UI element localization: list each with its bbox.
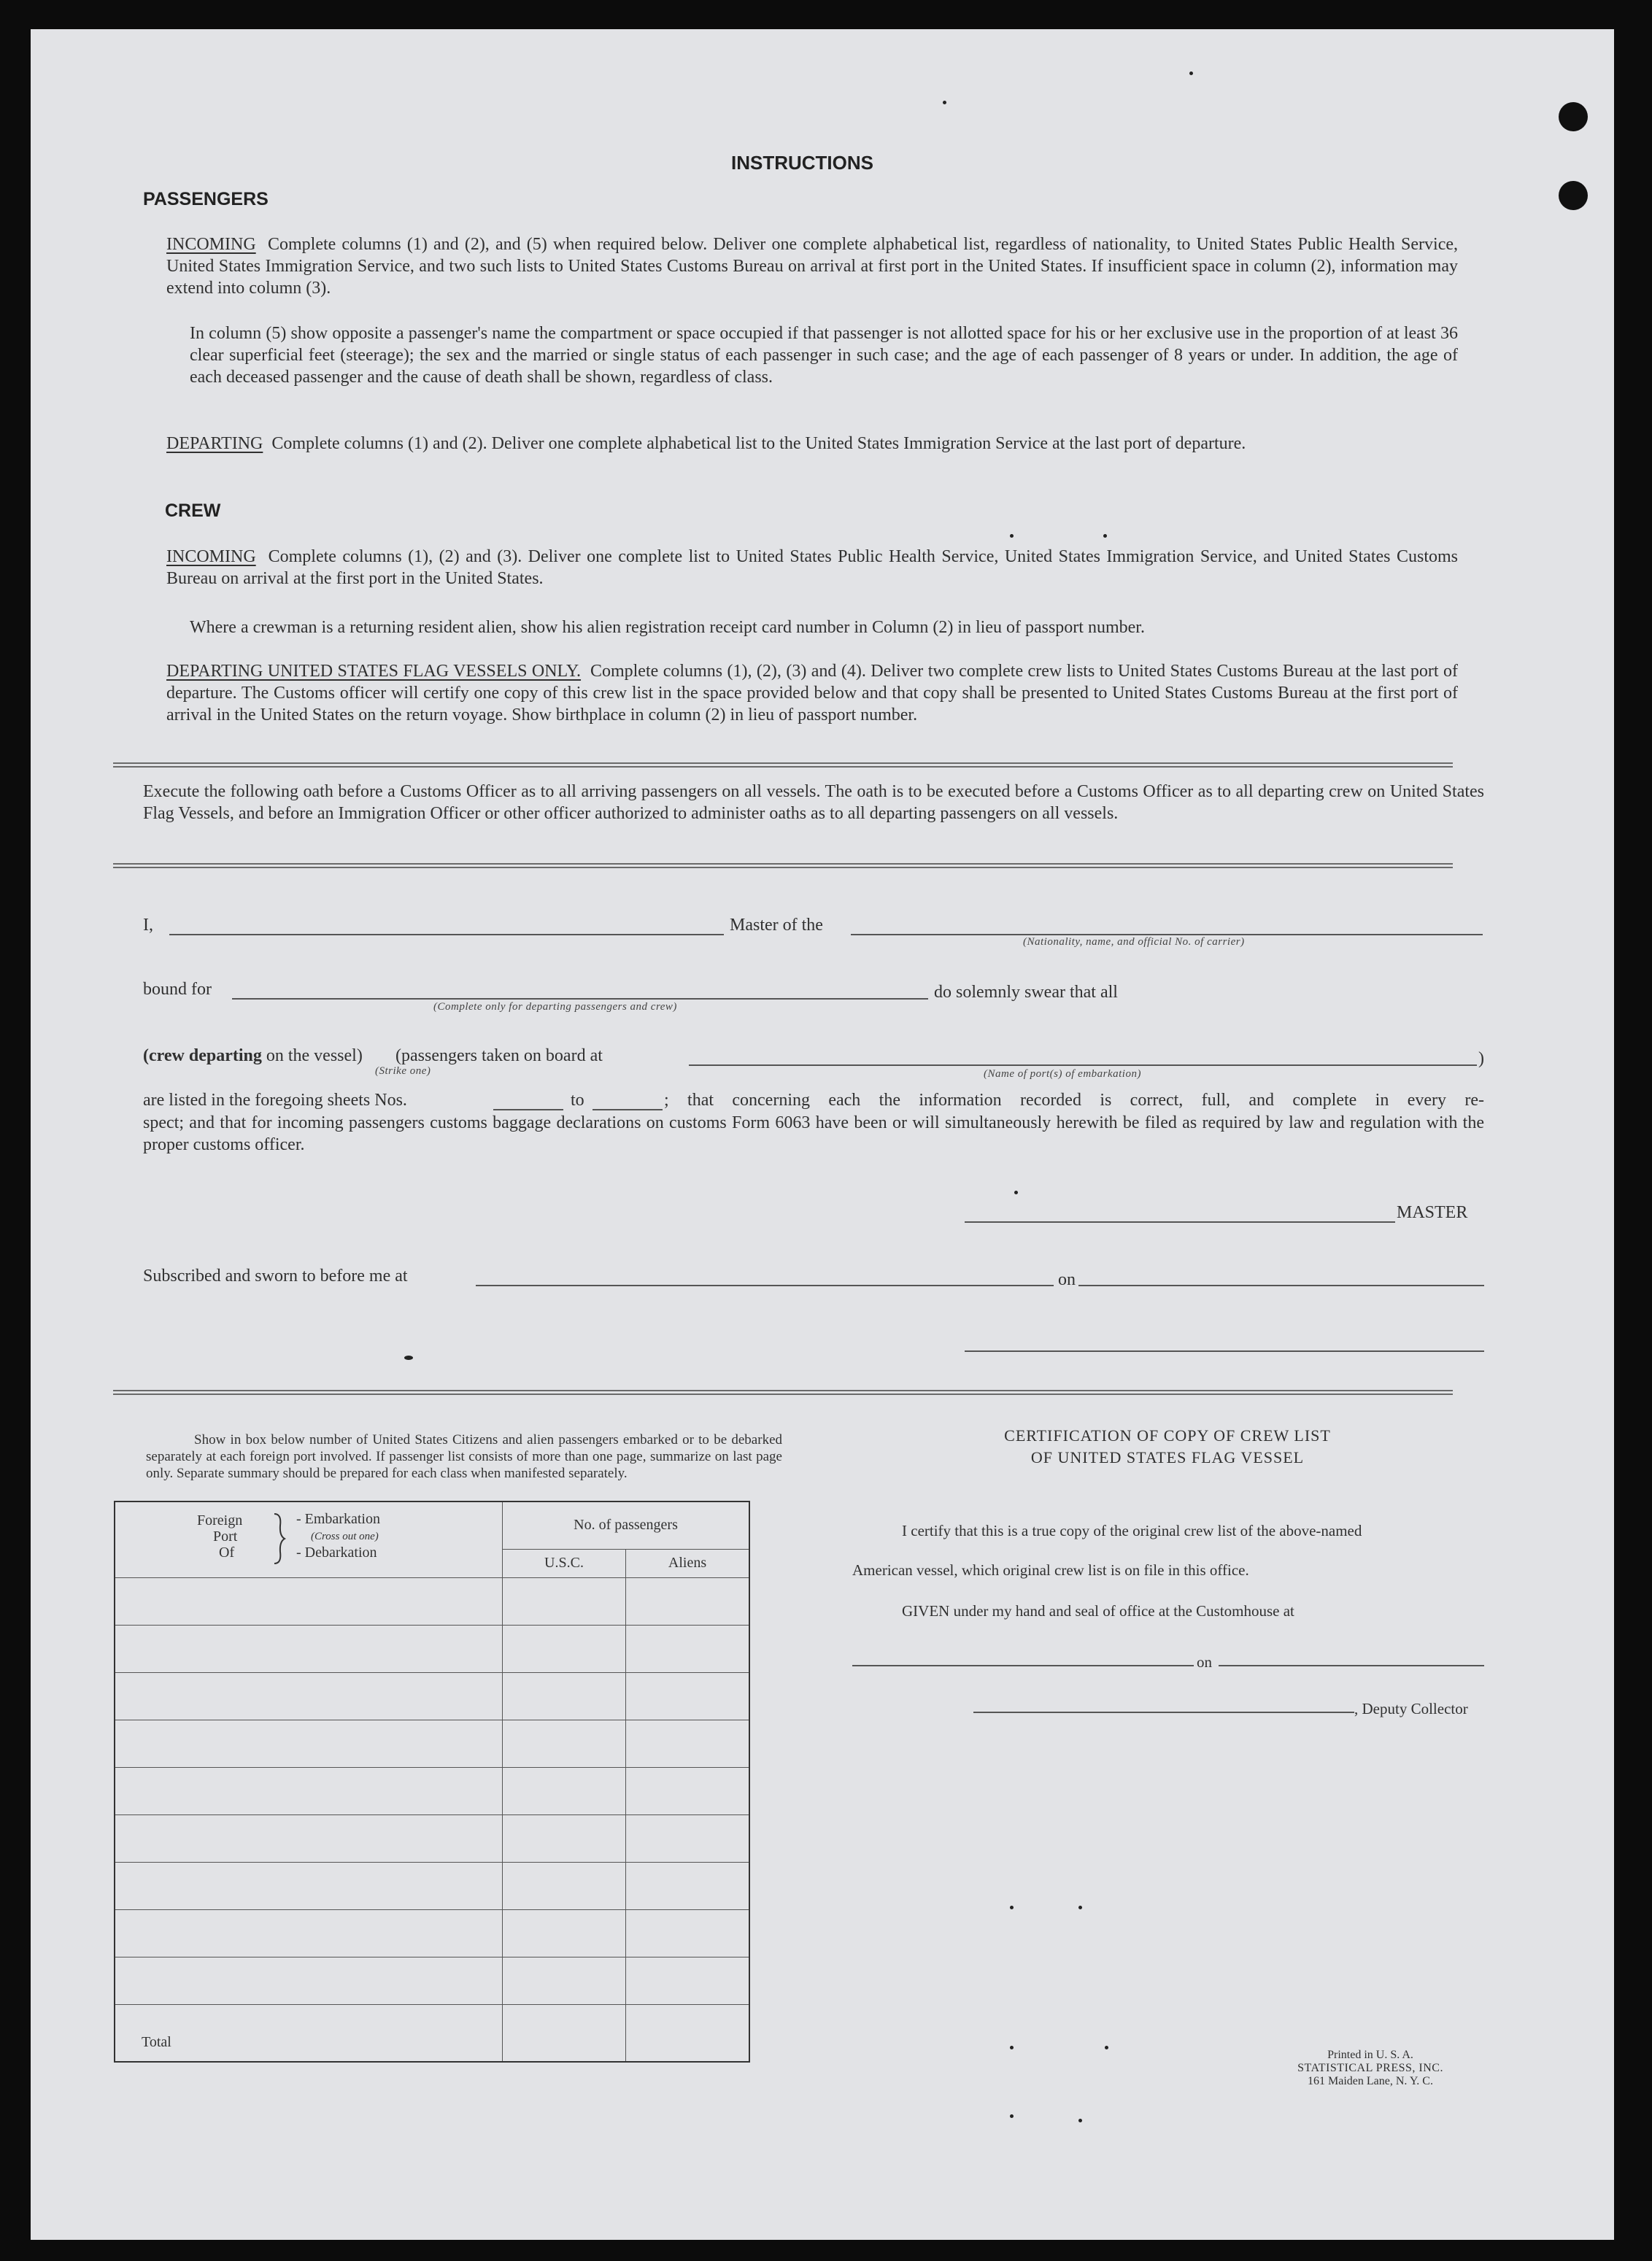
aliens-total-cell[interactable] (626, 2005, 750, 2062)
listed-rest: spect; and that for incoming passengers customs baggage declarations on customs Form 6063 have been or will simultaneously herewith be filed as required by law and regulation with the proper customs officer. (143, 1113, 1484, 1154)
aliens-cell[interactable] (626, 1577, 750, 1625)
oath-instruction: Execute the following oath before a Customs Officer as to all arriving passengers on all vessels. The oath is to be executed before a Customs Officer as to all departing crew on United States Flag Vessels, and before an Immigration Officer or other officer authorized to administer oaths as to all departing passengers on all vessels. (143, 782, 1484, 823)
carrier-field[interactable] (851, 934, 1483, 935)
swear-label: do solemnly swear that all (934, 983, 1118, 1002)
speck (404, 1356, 413, 1360)
crew-incoming-text: Complete columns (1), (2) and (3). Deliver one complete list to United States Public Health Service, United States Immigration Service, and United States Customs Bureau on arrival at the first port in the United States. (166, 547, 1458, 588)
speck (1078, 2119, 1082, 2122)
ports-caption: (Name of port(s) of embarkation) (984, 1068, 1141, 1080)
crew-departing-label: DEPARTING UNITED STATES FLAG VESSELS ONLY. (166, 662, 582, 681)
listed-text-b: ; that concerning each the information recorded is correct, full, and complete in every re- (664, 1091, 1484, 1110)
aliens-cell[interactable] (626, 1863, 750, 1910)
summary-instruction: Show in box below number of United States Citizens and alien passengers embarked or to be debarked separately at each foreign port involved. If passenger list consists of more than one page, summarize on last page only. Separate summary should be prepared for each class when manifested separately. (146, 1432, 782, 1481)
speck (1010, 534, 1014, 538)
speck (1078, 1906, 1082, 1909)
of-label: Of (219, 1545, 235, 1561)
sheet-to-field[interactable] (593, 1109, 663, 1110)
aliens-cell[interactable] (626, 1910, 750, 1957)
usc-cell[interactable] (503, 1910, 626, 1957)
master-of-label: Master of the (730, 916, 823, 935)
port-cell[interactable] (115, 1577, 503, 1625)
port-cell[interactable] (115, 1863, 503, 1910)
crew-departing-option[interactable] (143, 1046, 363, 1066)
passenger-summary-table (114, 1501, 750, 2063)
usc-cell[interactable] (503, 1577, 626, 1625)
printer-line1: Printed in U. S. A. (1327, 2049, 1413, 2061)
subscribed-label: Subscribed and sworn to before me at (143, 1267, 408, 1286)
ports-field[interactable] (689, 1064, 1477, 1066)
speck (1105, 2046, 1108, 2049)
usc-cell[interactable] (503, 1767, 626, 1814)
certification-title-line2: OF UNITED STATES FLAG VESSEL (1030, 1448, 1305, 1466)
bound-for-field[interactable] (232, 998, 928, 1000)
aliens-cell[interactable] (626, 1625, 750, 1672)
crew-departing-text: Complete columns (1), (2), (3) and (4). Deliver two complete crew lists to United States Customs Bureau at the last port of departure. The Customs officer will certify one copy of this crew list in the space provided below and that copy shall be presented to United States Customs Bureau at the first port of arrival in the United States on the return voyage. Show birthplace in column (2) in lieu of passport number. (166, 662, 1458, 724)
printer-line2: STATISTICAL PRESS, INC. (1297, 2062, 1443, 2074)
certification-title-line1: CERTIFICATION OF COPY OF CREW LIST (1004, 1426, 1331, 1445)
total-label: Total (142, 2034, 171, 2050)
certification-on-label: on (1197, 1653, 1212, 1671)
port-cell[interactable] (115, 1625, 503, 1672)
debarkation-option[interactable]: - Debarkation (296, 1545, 377, 1561)
aliens-cell[interactable] (626, 1720, 750, 1767)
officer-signature-field[interactable] (965, 1350, 1484, 1352)
passengers-departing-paragraph (166, 433, 1458, 455)
usc-cell[interactable] (503, 1863, 626, 1910)
sworn-on-label: on (1058, 1270, 1076, 1289)
usc-cell[interactable] (503, 1815, 626, 1863)
usc-cell[interactable] (503, 1720, 626, 1767)
embarkation-option[interactable]: - Embarkation (296, 1511, 380, 1527)
aliens-cell[interactable] (626, 1767, 750, 1814)
deputy-signature-field[interactable] (973, 1712, 1354, 1713)
close-paren: ) (1478, 1049, 1484, 1068)
punch-hole-bottom (1559, 181, 1588, 210)
aliens-header: Aliens (626, 1549, 750, 1577)
port-header-cell (115, 1501, 503, 1577)
port-cell[interactable] (115, 1910, 503, 1957)
sheet-from-field[interactable] (493, 1109, 563, 1110)
port-cell[interactable] (115, 1720, 503, 1767)
passengers-taken-label[interactable]: (passengers taken on board at (395, 1046, 603, 1065)
master-name-field[interactable] (169, 934, 724, 935)
deputy-collector-label: , Deputy Collector (1354, 1700, 1468, 1717)
sworn-date-field[interactable] (1078, 1285, 1484, 1286)
passengers-incoming-paragraph (166, 233, 1458, 299)
speck (1010, 2046, 1014, 2049)
listed-sheets-label: are listed in the foregoing sheets Nos. (143, 1091, 407, 1110)
customhouse-field[interactable] (852, 1665, 1194, 1666)
crew-departing-bold: (crew departing (143, 1046, 262, 1065)
oath-i-label: I, (143, 916, 153, 935)
no-passengers-header: No. of passengers (503, 1501, 750, 1549)
passengers-departing-label: DEPARTING (166, 434, 263, 453)
given-line: GIVEN under my hand and seal of office at the Customhouse at (902, 1602, 1294, 1620)
master-signature-field[interactable] (965, 1221, 1395, 1223)
instructions-title: INSTRUCTIONS (731, 152, 873, 174)
master-label: MASTER (1397, 1203, 1468, 1222)
port-cell[interactable] (115, 1767, 503, 1814)
double-rule (113, 762, 1453, 768)
crew-incoming-paragraph (166, 546, 1458, 590)
cross-out-caption: (Cross out one) (311, 1531, 379, 1542)
usc-total-cell[interactable] (503, 2005, 626, 2062)
passengers-column5-paragraph: In column (5) show opposite a passenger's name the compartment or space occupied if that passenger is not allotted space for his or her exclusive use in the proportion of at least 36 clear superficial feet (steerage); the sex and the married or single status of each passenger in such case; and the age of each passenger of 8 years or under. In addition, the age of each deceased passenger and the cause of death shall be shown, regardless of class. (190, 324, 1458, 387)
punch-hole-top (1559, 102, 1588, 131)
passengers-departing-text: Complete columns (1) and (2). Deliver one complete alphabetical list to the United States Immigration Service at the last port of departure. (271, 434, 1246, 453)
usc-cell[interactable] (503, 1672, 626, 1720)
carrier-caption: (Nationality, name, and official No. of carrier) (1023, 936, 1245, 948)
speck (1014, 1191, 1018, 1194)
on-vessel-text: on the vessel) (266, 1046, 363, 1065)
speck (1010, 2114, 1014, 2118)
speck (943, 101, 946, 104)
foreign-label: Foreign (197, 1512, 243, 1528)
crew-heading: CREW (165, 500, 221, 521)
port-label: Port (213, 1528, 238, 1545)
crew-departing-paragraph (166, 660, 1458, 726)
port-cell[interactable] (115, 1672, 503, 1720)
aliens-cell[interactable] (626, 1957, 750, 2005)
brace-icon (271, 1512, 287, 1565)
passengers-heading: PASSENGERS (143, 189, 269, 209)
certify-line1: I certify that this is a true copy of the original crew list of the above-named (902, 1522, 1362, 1539)
aliens-cell[interactable] (626, 1815, 750, 1863)
certify-line2: American vessel, which original crew list is on file in this office. (852, 1561, 1249, 1579)
usc-cell[interactable] (503, 1957, 626, 2005)
passengers-incoming-text: Complete columns (1) and (2), and (5) when required below. Deliver one complete alphabetical list, regardless of nationality, to United States Public Health Service, United States Immigration Service, and two such lists to United States Customs Bureau on arrival at first port in the United States. If insufficient space in column (2), information may extend into column (3). (166, 235, 1459, 298)
speck (1189, 71, 1193, 75)
sworn-place-field[interactable] (476, 1285, 1054, 1286)
aliens-cell[interactable] (626, 1672, 750, 1720)
usc-cell[interactable] (503, 1625, 626, 1672)
usc-header: U.S.C. (503, 1549, 626, 1577)
bound-for-label: bound for (143, 980, 212, 999)
port-cell[interactable] (115, 1815, 503, 1863)
crew-resident-paragraph: Where a crewman is a returning resident alien, show his alien registration receipt card number in Column (2) in lieu of passport number. (190, 618, 1145, 637)
crew-incoming-label: INCOMING (166, 547, 256, 566)
double-rule (113, 863, 1453, 868)
speck (1010, 1906, 1014, 1909)
certification-date-field[interactable] (1219, 1665, 1484, 1666)
double-rule (113, 1390, 1453, 1395)
passengers-incoming-label: INCOMING (166, 235, 256, 254)
bound-caption: (Complete only for departing passengers and crew) (433, 1001, 677, 1013)
printer-line3: 161 Maiden Lane, N. Y. C. (1308, 2075, 1433, 2087)
listed-to-label: to (571, 1091, 584, 1110)
speck (1103, 534, 1107, 538)
total-label-cell (115, 2005, 503, 2062)
port-cell[interactable] (115, 1957, 503, 2005)
strike-caption: (Strike one) (375, 1065, 431, 1077)
